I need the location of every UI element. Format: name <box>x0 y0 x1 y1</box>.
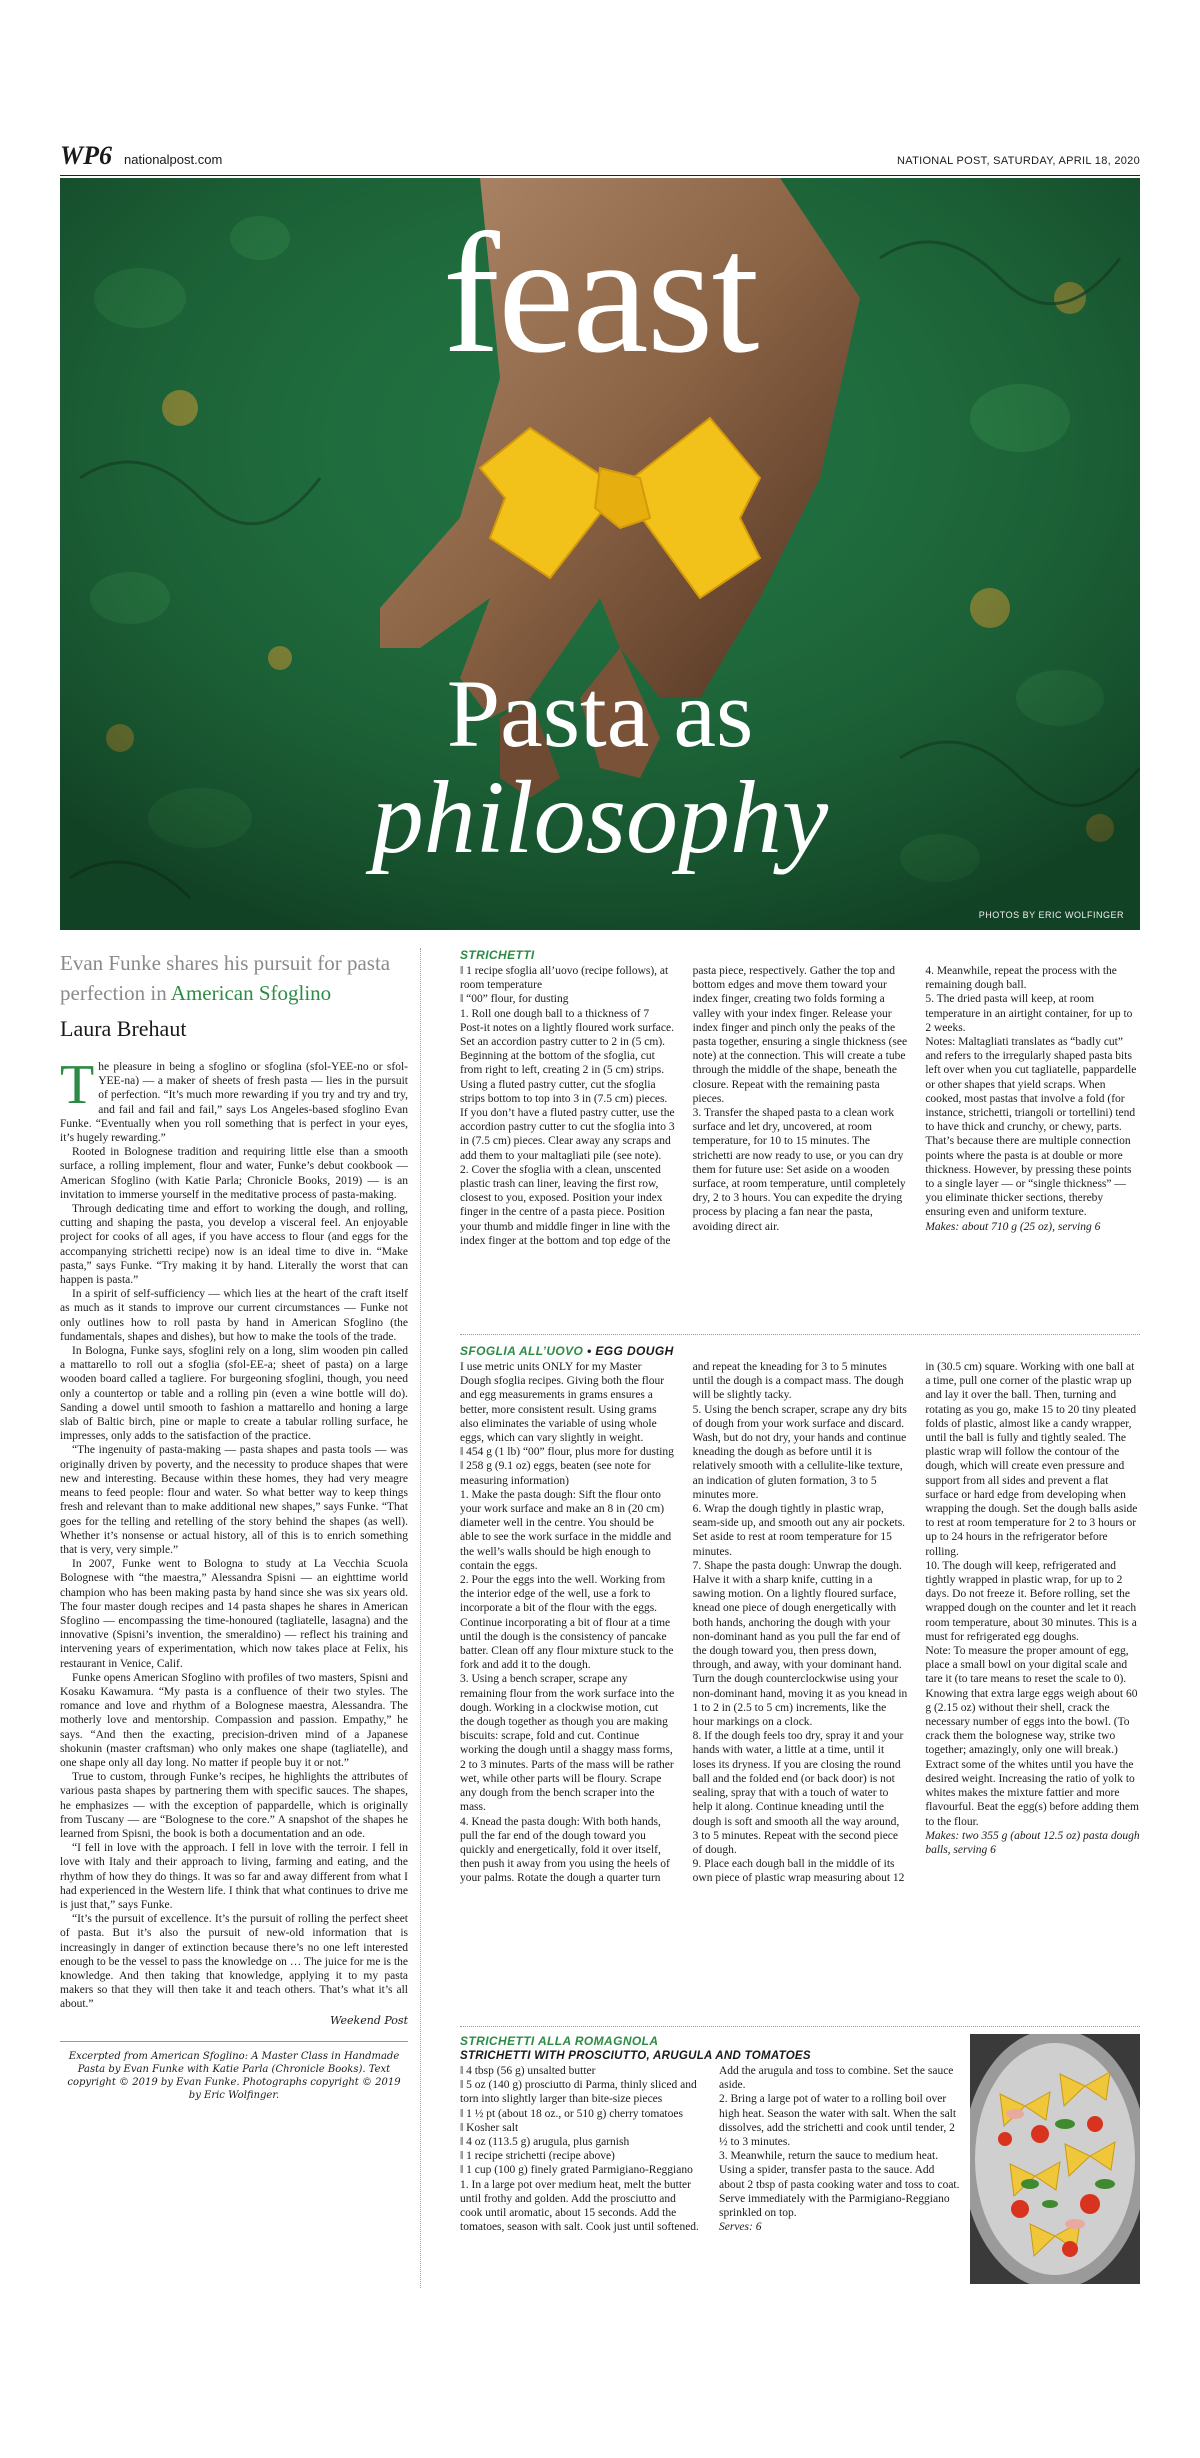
article-paragraph: In 2007, Funke went to Bologna to study at La Vecchia Scuola Bolognese with “the maestra,” Alessandra Spisni — an eighttime world champion who has been making pasta by hand since she was six years old. The four master dough recipes and 14 pasta shapes he shares in American Sfoglino — encompassing the time-honoured (tagliatelle, lasagna) and the innovative (Spisni’s invention, the smeraldino) — reflect his training and intervening years of experimentation, which now takes place at Felix, his restaurant in Venice, Calif. <box>60 1558 408 1670</box>
recipe-line: ‖ 1 recipe sfoglia all’uovo (recipe follows), at room temperature <box>460 965 669 992</box>
article-paragraph: In a spirit of self-sufficiency — which lies at the heart of the craft itself as much as it stands to improve our current circumstances — Funke not only outlines how to roll pasta by hand in American Sfoglino (the fundamentals, shapes and dishes), but how to make the tools of the trade. <box>60 1288 408 1343</box>
section-divider <box>460 1334 1140 1335</box>
photo-credit: PHOTOS BY ERIC WOLFINGER <box>978 910 1124 920</box>
recipe-note: Notes: Maltagliati translates as “badly cut” and refers to the irregularly shaped pasta bits left over when you cut tagliatelle, pappardelle or other shapes that yield scraps. When cooked, most pastas that involve a fold (for instance, strichetti, triangoli or tortellini) tend to have thick and crunchy, or chewy, parts. That’s because there are multiple connection points where the pasta is at double or more thickness. However, by pressing these points to a single layer — or “single thickness” — you eliminate thicker sections, thereby ensuring even and uniform texture. <box>925 1036 1137 1219</box>
article-paragraph: Funke opens American Sfoglino with profiles of two masters, Spisni and Kosaku Kawamura. “My pasta is a confluence of their two styles. The romance and love and rhythm of a Bolognese maestra, Alessandra. The motherly love and mentorship. Compassion and passion. Empathy,” he says. “And then the exacting, precision-driven mind of a Japanese shokunin (master craftsman) who only makes one shape (tagliatelle), and one shape only all day long. No matter if people buy it or not.” <box>60 1671 408 1769</box>
recipe-step: 1. In a large pot over medium heat, melt the butter until frothy and golden. Add the prosciutto and cook until aromatic, about 15 seconds. Add the tomatoes, season with salt. Cook just until softened. Add the arugula and toss to combine. Set the sauce aside. <box>460 2065 954 2234</box>
dish-photo <box>970 2034 1140 2284</box>
recipe-note: Note: To measure the proper amount of egg, place a small bowl on your digital scale and tare it (to tare means to reset the scale to 0). Knowing that extra large eggs weigh about 60 g (2.15 oz) without their shell, crack the necessary number of eggs into the bowl. (To crack them the bolognese way, strike two together; amazingly, only one will break.) Extract some of the whites until you have the desired weight. Increasing the ratio of yolk to whites makes the mixture fattier and more flavourful. Beat the egg(s) before adding them to the flour. <box>925 1645 1139 1828</box>
recipe-strichetti <box>460 948 1140 1248</box>
recipe-body <box>460 1360 1140 1886</box>
recipe-step: 4. Knead the pasta dough: With both hands, pull the far end of the dough toward you quickly and energetically, fold it over itself, then push it away from you using the heels of your palms. Rotate the dough a quarter turn and repeat the kneading for 3 to 5 minutes until the dough is a compact mass. The dough will be slightly tacky. <box>460 1361 904 1885</box>
recipe-step: 3. Using a bench scraper, scrape any remaining flour from the work surface into the dough. Working in a clockwise motion, cut the dough together as though you are making biscuits: scrape, fold and cut. Continue working the dough until a shaggy mass forms, 2 to 3 minutes. Parts of the mass will be rather wet, while other parts will be floury. Scrape any dough from the bench scraper into the mass. <box>460 1673 675 1814</box>
recipe-line: ‖ 1 cup (100 g) finely grated Parmigiano-Reggiano <box>460 2164 693 2177</box>
publication-credit: Weekend Post <box>330 2013 408 2027</box>
recipe-line: ‖ 1 ½ pt (about 18 oz., or 510 g) cherry tomatoes <box>460 2107 683 2120</box>
recipe-step: 6. Wrap the dough tightly in plastic wrap, seam-side up, and smooth out any air pockets. Set aside to rest at room temperature for 15 minutes. <box>692 1503 906 1558</box>
recipe-step: 2. Pour the eggs into the well. Working from the interior edge of the well, use a fork to incorporate a bit of the flour with the eggs. Continue incorporating a bit of flour at a time until the dough is the consistency of pancake batter. Clean off any flour mixture stuck to the fork and add it to the dough. <box>460 1574 674 1672</box>
section-divider <box>460 2026 1140 2027</box>
recipe-sfoglia <box>460 1344 1140 1886</box>
recipe-line: ‖ 5 oz (140 g) prosciutto di Parma, thinly sliced and torn into slightly larger than bite-size pieces <box>460 2079 697 2106</box>
recipe-subtitle: STRICHETTI WITH PROSCIUTTO, ARUGULA AND TOMATOES <box>460 2050 811 2062</box>
article-paragraph: True to custom, through Funke’s recipes, he highlights the attributes of various pasta shapes by partnering them with specific sauces. The shapes, he emphasizes — with the exception of pappardelle, which is originally from Tuscany — are “Bolognese to the core.” A snapshot of the shapes he learned from Spisni, the book is both a documentation and an ode. <box>60 1771 408 1840</box>
article-column <box>60 948 408 2102</box>
section-kicker: feast <box>442 199 758 389</box>
recipe-romagnola <box>460 2034 960 2234</box>
recipe-step: 4. Meanwhile, repeat the process with the remaining dough ball. <box>925 965 1117 992</box>
masthead <box>60 142 1140 176</box>
recipe-step: 1. Roll one dough ball to a thickness of 7 Post-it notes on a lightly floured work surface. Set an accordion pastry cutter to 2 in (5 cm). Beginning at the bottom of the sfoglia, cut from right to left, creating 2 in (5 cm) strips. Using a fluted pastry cutter, cut the sfoglia strips bottom to top into 3 in (7.5 cm) pieces. If you don’t have a fluted pastry cutter, use the accordion pastry cutter to cut the sfoglia into 3 in (7.5 cm) pieces. Clear away any scraps and add them to your maltagliati pile (see note). <box>460 1007 675 1162</box>
article-deck <box>60 948 408 1008</box>
page-number: WP6 <box>60 141 112 170</box>
recipe-step: 8. If the dough feels too dry, spray it and your hands with water, a little at a time, until it loses its dryness. If you are closing the round ball and the folded end (or back door) is not sealing, spray that with a touch of water to help it along. Continue kneading until the dough is soft and smooth all the way around, 3 to 5 minutes. Repeat with the second piece of dough. <box>692 1730 904 1856</box>
recipe-step: 5. The dried pasta will keep, at room temperature in an airtight container, for up to 2 weeks. <box>925 993 1133 1034</box>
recipe-yield: Makes: about 710 g (25 oz), serving 6 <box>925 1220 1101 1233</box>
recipe-line: ‖ Kosher salt <box>460 2121 519 2134</box>
headline-line-1: Pasta as <box>446 660 754 767</box>
recipe-step: 9. Place each dough ball in the middle of its own piece of plastic wrap measuring about 12 in (30.5 cm) square. Working with one ball at a time, pull one corner of the plastic wrap up and lay it over the ball. Then, turning and rotating as you go, make 15 to 20 tiny pleated folds of plastic, almost like a candy wrapper, until the ball is fully and tightly sealed. The plastic wrap will follow the contour of the dough, which will create even pressure and support from all sides and prevent a flat surface or hard edge from developing when wrapping the dough. Set the dough balls aside to rest at room temperature for 2 to 3 hours or up to 24 hours in the refrigerator before rolling. <box>692 1361 1138 1885</box>
recipe-step: 10. The dough will keep, refrigerated and tightly wrapped in plastic wrap, for up to 2 days. Do not freeze it. Before rolling, set the wrapped dough on the counter and let it reach room temperature, about 30 minutes. This is a must for refrigerated egg doughs. <box>925 1559 1137 1643</box>
recipe-line: ‖ 4 oz (113.5 g) arugula, plus garnish <box>460 2136 630 2149</box>
recipe-title-suffix: • EGG DOUGH <box>583 1344 674 1358</box>
recipe-title: STRICHETTI ALLA ROMAGNOLA <box>460 2034 659 2048</box>
hero-photo <box>60 178 1140 930</box>
article-paragraph: The pleasure in being a sfoglino or sfoglina (sfol-YEE-no or sfol-YEE-na) — a maker of sheets of fresh pasta — lies in the pursuit of perfection. “It’s much more rewarding if you try and try and try, and fail and fail and fail,” says Los Angeles-based sfoglino Evan Funke. “Eventually when you roll something that is perfect in your eyes, it’s hugely rewarding.” <box>60 1054 408 1145</box>
recipe-line: ‖ 1 recipe strichetti (recipe above) <box>460 2150 615 2163</box>
recipe-intro: I use metric units ONLY for my Master Dough sfoglia recipes. Giving both the flour and egg measurements in grams ensures a better, more consistent result. Using grams also eliminates the variable of using whole eggs, which can vary slightly in weight. <box>460 1361 665 1445</box>
recipe-step: 3. Transfer the shaped pasta to a clean work surface and let dry, uncovered, at room temperature, for 10 to 15 minutes. The strichetti are now ready to use, or you can dry them for future use: Set aside on a wooden surface, at room temperature, until completely dry, 2 to 3 hours. You can expedite the drying process by placing a fan near the pasta, avoiding direct air. <box>692 1107 906 1233</box>
recipe-body <box>460 2064 960 2234</box>
dateline: NATIONAL POST, SATURDAY, APRIL 18, 2020 <box>897 155 1140 167</box>
recipe-line: ‖ 258 g (9.1 oz) eggs, beaten (see note for measuring information) <box>460 1460 651 1487</box>
article-paragraph: “It’s the pursuit of excellence. It’s the pursuit of rolling the perfect sheet of pasta. But it’s also the pursuit of new-old information that is increasingly in danger of extinction because there’s no one left interested enough to be the vessel to pass the knowledge on … The juice for me is the knowledge. And then taking that knowledge, applying it to my pasta makers so that they will then take it and teach others. That’s what it’s all about.” <box>60 1913 408 2011</box>
column-divider <box>420 948 421 2288</box>
article-paragraph: Through dedicating time and effort to working the dough, and rolling, cutting and shaping the pasta, you develop a visceral feel. An enjoyable project for cooks of all ages, if you have access to flour (and eggs for the accompanying strichetti recipe) now is an ideal time to dive in. “Make pasta,” says Funke. “Try making it by hand. Literally the worst that can happen is pasta.” <box>60 1203 408 1287</box>
recipe-step: 3. Meanwhile, return the sauce to medium heat. Using a spider, transfer pasta to the sauce. Add about 2 tbsp of pasta cooking water and toss to coat. Serve immediately with the Parmigiano-Reggiano sprinkled on top. <box>719 2150 960 2220</box>
dish-illustration <box>970 2034 1140 2284</box>
recipe-step: 2. Cover the sfoglia with a clean, unscented plastic trash can liner, leaving the first row, closest to you, exposed. Position your index finger in the centre of a pasta piece. Position your thumb and middle finger in line with the index finger at the bottom and top edge of the pasta piece, respectively. Gather the top and bottom edges and move them toward your index finger, creating two folds forming a valley with your index finger. Release your index finger and pinch only the peaks of the pasta together, ensuring a single thickness (see note) at the connection. This will create a tube through the middle of the shape, beneath the closure. Repeat with the remaining pasta pieces. <box>460 965 908 1247</box>
article-paragraph: In Bologna, Funke says, sfoglini rely on a long, slim wooden pin called a mattarello to roll out a sfoglia (sfol-EE-a; sheet of pasta) on a large wooden board called a tagliere. For burgeoning sfoglini, though, you need only a countertop or table and a rolling pin (even a wine bottle will do). Sanding a dowel until smooth to fashion a mattarello and honing a large slab of Baltic birch, pine or maple to create a tabular rolling surface, he impresses, only adds to the satisfaction of the practice. <box>60 1345 408 1443</box>
recipe-title: STRICHETTI <box>460 948 535 962</box>
recipe-yield: Serves: 6 <box>719 2221 762 2234</box>
recipe-title <box>460 1344 1140 1358</box>
article-paragraph: “The ingenuity of pasta-making — pasta shapes and pasta tools — was originally driven by poverty, and the necessity to produce shapes that were new and interesting. Because within these homes, they had very meagre means to feed people: flour and water. So what better way to keep things fresh and relevant than to make additional new shapes,” says Funke. “That goes for the telling and retelling of the story behind the shapes (as well). Whether it’s nonsense or actual history, all of this is to enrich something that is very, very simple.” <box>60 1444 408 1556</box>
deck-text: Evan Funke shares his pursuit for pasta perfection in <box>60 951 391 1005</box>
recipe-yield: Makes: two 355 g (about 12.5 oz) pasta dough balls, serving 6 <box>925 1829 1140 1856</box>
recipe-line: ‖ 4 tbsp (56 g) unsalted butter <box>460 2065 596 2077</box>
recipe-step: 5. Using the bench scraper, scrape any dry bits of dough from your work surface and discard. Wash, but do not dry, your hands and continue kneading the dough as before until it is relatively smooth with a cellulite-like texture, an indication of gluten formation, 3 to 5 minutes more. <box>692 1403 907 1501</box>
site-url[interactable]: nationalpost.com <box>124 152 223 167</box>
excerpt-note: Excerpted from American Sfoglino: A Master Class in Handmade Pasta by Evan Funke with Katie Parla (Chronicle Books). Text copyright © 2019 by Evan Funke. Photographs copyright © 2019 by Eric Wolfinger. <box>60 2041 408 2102</box>
recipe-step: 7. Shape the pasta dough: Unwrap the dough. Halve it with a sharp knife, cutting in a sawing motion. On a lightly floured surface, knead one piece of dough energetically with both hands, anchoring the dough with your non-dominant hand as you pull the far end of the dough toward you, then press down, through, and away, with your dominant hand. Turn the dough counterclockwise using your non-dominant hand, moving it as you knead in 1 to 2 in (2.5 to 5 cm) increments, like the hour markings on a clock. <box>692 1559 908 1729</box>
recipe-line: ‖ 454 g (1 lb) “00” flour, plus more for dusting <box>460 1446 674 1459</box>
recipe-body <box>460 964 1140 1248</box>
article-paragraph: “I fell in love with the approach. I fell in love with the terroir. I fell in love with Italy and their approach to living, farming and eating, and the rhythm of how they do things. It was so far and away different from what I had experienced in the Western life. I think that what continues to drive me is just that,” says Funke. <box>60 1842 408 1911</box>
article-body <box>60 1054 408 2012</box>
headline-line-2: philosophy <box>371 760 829 875</box>
deck-book-title: American Sfoglino <box>170 981 332 1005</box>
recipe-line: ‖ “00” flour, for dusting <box>460 993 569 1006</box>
recipe-step: 2. Bring a large pot of water to a rolling boil over high heat. Season the water with salt. When the salt dissolves, add the strichetti and cook until tender, 2 ½ to 3 minutes. <box>719 2093 957 2149</box>
recipe-title-main: SFOGLIA ALL’UOVO <box>460 1344 584 1358</box>
recipe-step: 1. Make the pasta dough: Sift the flour onto your work surface and make an 8 in (20 cm) diameter well in the centre. You should be able to see the work surface in the middle and the well’s walls should be high enough to contain the eggs. <box>460 1488 672 1572</box>
article-paragraph: Rooted in Bolognese tradition and requiring little else than a smooth surface, a rolling implement, flour and water, Funke’s debut cookbook — American Sfoglino (with Katie Parla; Chronicle Books, 2019) — is an invitation to immerse yourself in the meditative process of pasta-making. <box>60 1146 408 1201</box>
byline: Laura Brehaut <box>60 1016 187 1041</box>
